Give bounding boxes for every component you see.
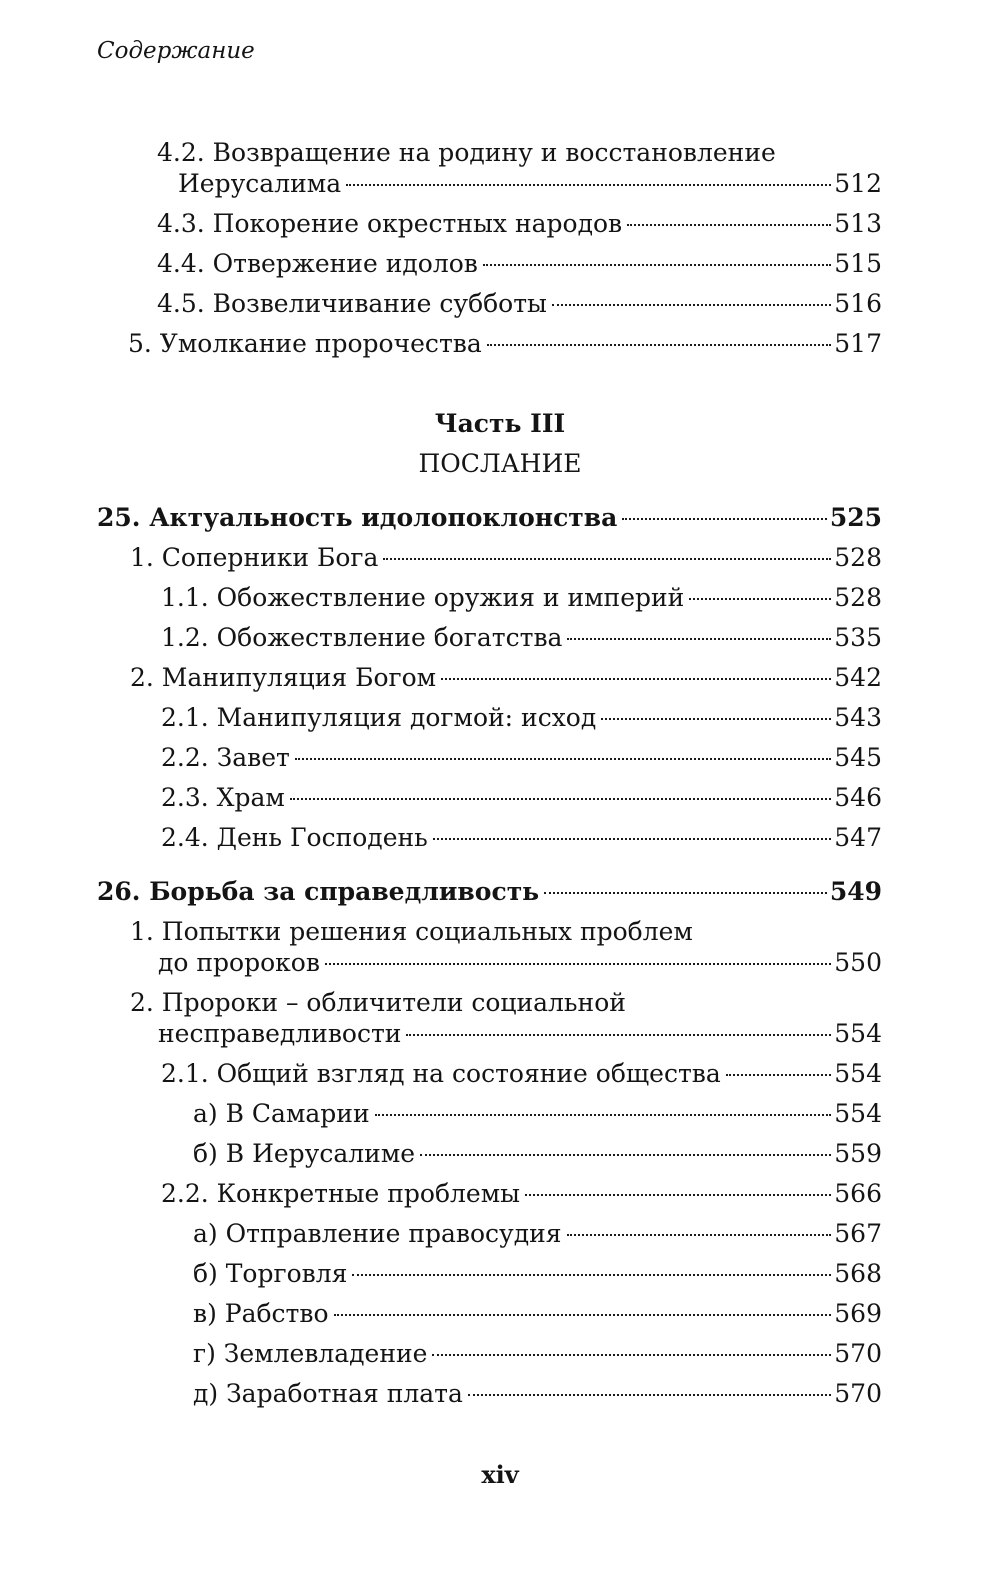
- toc-entry-page: 570: [834, 1379, 882, 1408]
- toc-chapter-25: [0, 502, 882, 534]
- dot-leader: [346, 184, 831, 186]
- dot-leader: [601, 718, 831, 720]
- toc-entry-title: 2. Манипуляция Богом: [130, 663, 437, 692]
- toc-entry-26-2-2-v: [0, 1298, 882, 1330]
- toc-entry-4-4: [0, 248, 882, 280]
- dot-leader: [552, 304, 831, 306]
- dot-leader: [290, 798, 831, 800]
- toc-entry-5: [0, 328, 882, 360]
- toc-entry-page: 543: [834, 703, 882, 732]
- toc-entry-page: 517: [834, 329, 882, 358]
- dot-leader: [295, 758, 831, 760]
- toc-entry-26-2-1-a: [0, 1098, 882, 1130]
- toc-entry-page: 566: [834, 1179, 882, 1208]
- dot-leader: [483, 264, 831, 266]
- toc-entry-page: 545: [834, 743, 882, 772]
- toc-entry-26-2-2-b: [0, 1258, 882, 1290]
- toc-entry-page: 559: [834, 1139, 882, 1168]
- toc-entry-page: 528: [834, 583, 882, 612]
- toc-entry-title: 25. Актуальность идолопоклонства: [97, 503, 618, 532]
- dot-leader: [325, 963, 831, 965]
- toc-entry-title: а) В Самарии: [193, 1099, 370, 1128]
- toc-entry-title: 1.2. Обожествление богатства: [161, 623, 563, 652]
- toc-entry-title: 2.2. Конкретные проблемы: [161, 1179, 521, 1208]
- dot-leader: [432, 1354, 831, 1356]
- toc-entry-page: 516: [834, 289, 882, 318]
- toc-entry-26-2-2-a: [0, 1218, 882, 1250]
- dot-leader: [441, 678, 831, 680]
- dot-leader: [567, 638, 831, 640]
- dot-leader: [567, 1234, 832, 1236]
- toc-entry-title: б) Торговля: [193, 1259, 348, 1288]
- dot-leader: [544, 892, 827, 894]
- dot-leader: [352, 1274, 831, 1276]
- toc-entry-title: 2.1. Манипуляция догмой: исход: [161, 703, 597, 732]
- toc-entry-title: 26. Борьба за справедливость: [97, 877, 540, 906]
- toc-entry-26-2-line1: 2. Пророки – обличители социальной: [130, 988, 626, 1017]
- toc-entry-title: 2.1. Общий взгляд на состояние общества: [161, 1059, 721, 1088]
- toc-entry-title: 5. Умолкание пророчества: [128, 329, 482, 358]
- toc-entry-title: 1. Соперники Бога: [130, 543, 379, 572]
- dot-leader: [468, 1394, 831, 1396]
- toc-entry-page: 554: [834, 1059, 882, 1088]
- toc-entry-26-2-2-g: [0, 1338, 882, 1370]
- toc-entry-25-2-1: [0, 702, 882, 734]
- toc-entry-title: г) Землевладение: [193, 1339, 428, 1368]
- toc-entry-title: 4.4. Отвержение идолов: [157, 249, 478, 278]
- toc-entry-page: 569: [834, 1299, 882, 1328]
- toc-entry-page: 549: [829, 877, 882, 906]
- toc-entry-4-2: [0, 168, 882, 200]
- toc-entry-title: д) Заработная плата: [193, 1379, 463, 1408]
- dot-leader: [406, 1034, 831, 1036]
- toc-entry-title: 2.4. День Господень: [161, 823, 428, 852]
- running-head: Содержание: [97, 38, 255, 64]
- toc-entry-25-2-3: [0, 782, 882, 814]
- toc-chapter-26: [0, 876, 882, 908]
- toc-entry-25-2-4: [0, 822, 882, 854]
- toc-entry-title: 2.2. Завет: [161, 743, 290, 772]
- part-title: ПОСЛАНИЕ: [418, 449, 582, 478]
- toc-entry-4-3: [0, 208, 882, 240]
- toc-entry-26-2-2-d: [0, 1378, 882, 1410]
- toc-entry-page: 535: [834, 623, 882, 652]
- toc-entry-title: 4.5. Возвеличивание субботы: [157, 289, 547, 318]
- dot-leader: [433, 838, 832, 840]
- toc-entry-25-2-2: [0, 742, 882, 774]
- part-label: Часть III: [434, 409, 566, 438]
- toc-entry-page: 525: [829, 503, 882, 532]
- toc-entry-25-1-1: [0, 582, 882, 614]
- toc-entry-26-2: [0, 1018, 882, 1050]
- toc-entry-25-2: [0, 662, 882, 694]
- toc-entry-26-2-2: [0, 1178, 882, 1210]
- toc-entry-page: 528: [834, 543, 882, 572]
- toc-entry-title: б) В Иерусалиме: [193, 1139, 416, 1168]
- toc-entry-title: до пророков: [158, 948, 320, 977]
- toc-entry-25-1-2: [0, 622, 882, 654]
- toc-entry-title: в) Рабство: [193, 1299, 329, 1328]
- toc-entry-page: 546: [834, 783, 882, 812]
- toc-entry-page: 567: [834, 1219, 882, 1248]
- toc-entry-4-2-line1: 4.2. Возвращение на родину и восстановление: [157, 138, 776, 167]
- toc-entry-25-1: [0, 542, 882, 574]
- dot-leader: [487, 344, 832, 346]
- dot-leader: [420, 1154, 831, 1156]
- toc-entry-4-5: [0, 288, 882, 320]
- toc-entry-page: 547: [834, 823, 882, 852]
- toc-entry-title: а) Отправление правосудия: [193, 1219, 562, 1248]
- toc-entry-26-1-line1: 1. Попытки решения социальных проблем: [130, 917, 693, 946]
- toc-entry-page: 512: [834, 169, 882, 198]
- toc-entry-page: 550: [834, 948, 882, 977]
- toc-entry-26-1: [0, 947, 882, 979]
- toc-entry-page: 554: [834, 1019, 882, 1048]
- dot-leader: [383, 558, 831, 560]
- page-number: xiv: [481, 1460, 519, 1489]
- dot-leader: [525, 1194, 831, 1196]
- toc-entry-page: 554: [834, 1099, 882, 1128]
- dot-leader: [375, 1114, 832, 1116]
- toc-entry-page: 568: [834, 1259, 882, 1288]
- toc-entry-26-2-1-b: [0, 1138, 882, 1170]
- toc-entry-title: несправедливости: [158, 1019, 402, 1048]
- dot-leader: [627, 224, 831, 226]
- dot-leader: [622, 518, 826, 520]
- toc-entry-page: 570: [834, 1339, 882, 1368]
- dot-leader: [334, 1314, 832, 1316]
- toc-entry-page: 542: [834, 663, 882, 692]
- toc-entry-page: 513: [834, 209, 882, 238]
- toc-entry-title: Иерусалима: [178, 169, 342, 198]
- dot-leader: [689, 598, 831, 600]
- toc-entry-title: 1.1. Обожествление оружия и империй: [161, 583, 685, 612]
- toc-entry-page: 515: [834, 249, 882, 278]
- toc-entry-title: 2.3. Храм: [161, 783, 285, 812]
- toc-entry-title: 4.3. Покорение окрестных народов: [157, 209, 623, 238]
- toc-entry-26-2-1: [0, 1058, 882, 1090]
- dot-leader: [726, 1074, 832, 1076]
